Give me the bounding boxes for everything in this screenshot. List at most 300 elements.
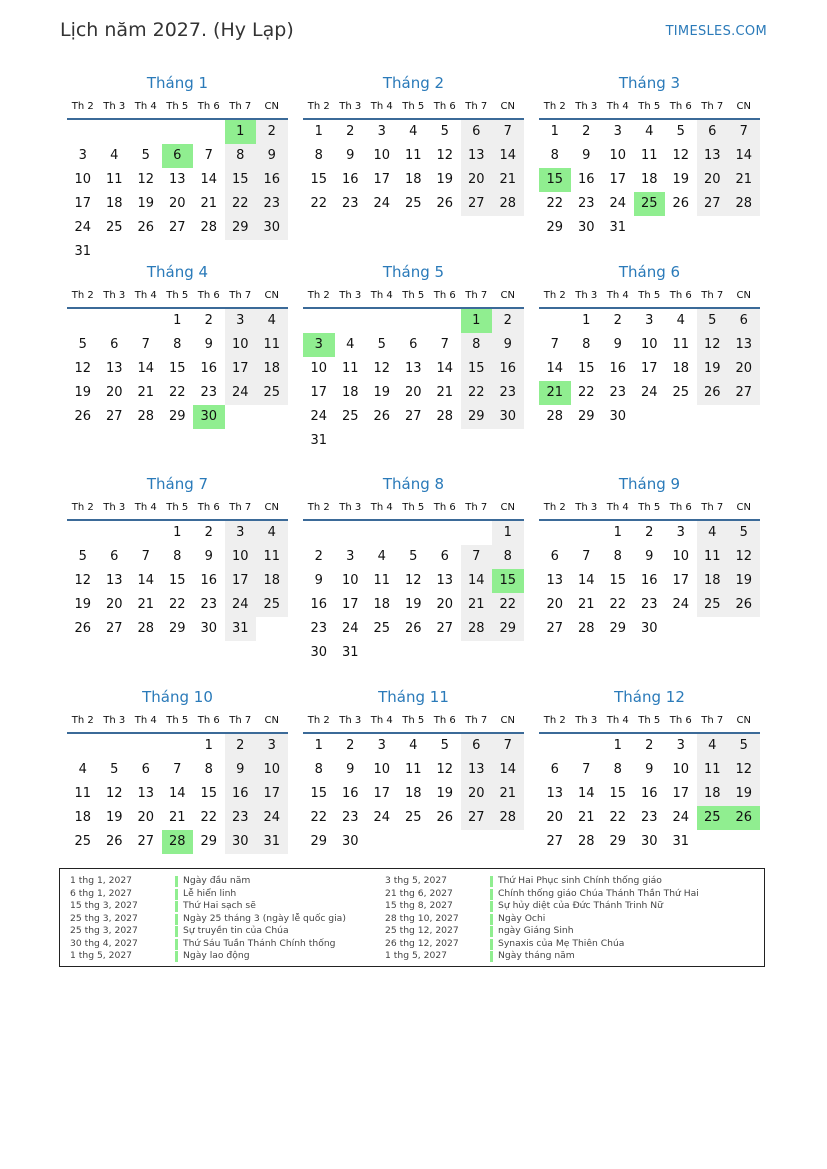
day-cell: 25 xyxy=(697,593,729,617)
day-cell: 1 xyxy=(173,313,182,328)
holiday-name: Sự truyền tin của Chúa xyxy=(183,925,289,936)
day-cell: 15 xyxy=(577,361,595,376)
day-cell: 21 xyxy=(168,810,186,825)
day-cell: 14 xyxy=(577,786,595,801)
holiday-day-cell: 25 xyxy=(634,192,666,216)
empty-day-cell xyxy=(303,309,335,333)
day-cell: 1 xyxy=(204,738,213,753)
day-cell: 4 xyxy=(409,738,418,753)
weekday-label: Th 5 xyxy=(166,502,189,513)
holiday-legend-row xyxy=(70,875,380,888)
day-cell: 1 xyxy=(550,124,559,139)
day-cell: 16 xyxy=(492,357,524,381)
weekday-header xyxy=(303,96,524,120)
day-cell: 2 xyxy=(346,124,355,139)
day-cell: 26 xyxy=(373,409,391,424)
day-cell: 10 xyxy=(672,549,690,564)
day-cell: 2 xyxy=(204,525,213,540)
weekday-label: Th 5 xyxy=(402,715,425,726)
day-cell: 26 xyxy=(436,196,454,211)
day-cell: 19 xyxy=(137,196,155,211)
day-cell: 18 xyxy=(672,361,690,376)
day-cell: 26 xyxy=(105,834,123,849)
holiday-color-marker xyxy=(490,876,493,887)
month-calendar xyxy=(539,261,760,429)
day-cell: 5 xyxy=(78,549,87,564)
weekday-label: Th 6 xyxy=(669,101,692,112)
holiday-name: Ngày lao động xyxy=(183,950,250,961)
day-cell: 15 xyxy=(200,786,218,801)
day-cell: 16 xyxy=(577,172,595,187)
weekday-label: Th 7 xyxy=(229,101,252,112)
day-cell: 21 xyxy=(577,810,595,825)
empty-day-cell xyxy=(571,521,603,545)
day-cell: 16 xyxy=(640,786,658,801)
weekday-label: Th 5 xyxy=(402,290,425,301)
month-calendar xyxy=(67,473,288,641)
day-cell: 30 xyxy=(256,216,288,240)
holiday-date: 28 thg 10, 2027 xyxy=(385,912,459,924)
day-cell: 15 xyxy=(609,573,627,588)
holiday-color-marker xyxy=(490,926,493,937)
day-cell: 10 xyxy=(373,762,391,777)
weekday-label: Th 7 xyxy=(465,101,488,112)
weekday-label: CN xyxy=(264,290,279,301)
weekday-label: Th 2 xyxy=(71,101,94,112)
holiday-day-cell: 28 xyxy=(162,830,194,854)
day-cell: 5 xyxy=(409,549,418,564)
day-cell: 28 xyxy=(577,621,595,636)
day-cell: 17 xyxy=(609,172,627,187)
day-cell: 23 xyxy=(256,192,288,216)
weekday-label: Th 7 xyxy=(701,715,724,726)
empty-day-cell xyxy=(398,309,430,333)
day-cell: 8 xyxy=(314,148,323,163)
weekday-header xyxy=(303,497,524,521)
day-cell: 1 xyxy=(314,738,323,753)
day-cell: 25 xyxy=(74,834,92,849)
day-cell: 13 xyxy=(461,144,493,168)
day-cell: 29 xyxy=(577,409,595,424)
day-cell: 23 xyxy=(341,810,359,825)
weekday-label: Th 2 xyxy=(307,502,330,513)
day-cell: 4 xyxy=(676,313,685,328)
day-cell: 11 xyxy=(341,361,359,376)
holiday-date: 25 thg 3, 2027 xyxy=(70,925,138,936)
holiday-name: Chính thống giáo Chúa Thánh Thần Thứ Hai xyxy=(498,887,699,899)
day-cell: 14 xyxy=(492,144,524,168)
day-cell: 4 xyxy=(697,521,729,545)
day-cell: 23 xyxy=(200,385,218,400)
day-cell: 26 xyxy=(74,409,92,424)
holiday-legend xyxy=(59,868,765,967)
day-cell: 29 xyxy=(492,617,524,641)
day-cell: 22 xyxy=(577,385,595,400)
month-title: Tháng 4 xyxy=(146,263,209,281)
weekday-label: CN xyxy=(264,502,279,513)
day-cell: 26 xyxy=(74,621,92,636)
day-cell: 21 xyxy=(728,168,760,192)
day-cell: 18 xyxy=(256,569,288,593)
holiday-date: 3 thg 5, 2027 xyxy=(385,875,448,886)
day-cell: 4 xyxy=(645,124,654,139)
weekday-header xyxy=(67,285,288,309)
day-cell: 14 xyxy=(436,361,454,376)
weekday-label: Th 3 xyxy=(575,101,598,112)
days-grid xyxy=(303,521,524,665)
weekday-label: Th 4 xyxy=(134,290,157,301)
holiday-day-cell: 25 xyxy=(697,806,729,830)
day-cell: 6 xyxy=(728,309,760,333)
month-title: Tháng 2 xyxy=(382,74,445,92)
weekday-label: Th 2 xyxy=(543,101,566,112)
day-cell: 17 xyxy=(373,172,391,187)
day-cell: 11 xyxy=(697,758,729,782)
day-cell: 7 xyxy=(141,337,150,352)
holiday-legend-row xyxy=(70,950,380,963)
day-cell: 7 xyxy=(582,549,591,564)
day-cell: 3 xyxy=(346,549,355,564)
day-cell: 31 xyxy=(672,834,690,849)
day-cell: 25 xyxy=(672,385,690,400)
day-cell: 18 xyxy=(341,385,359,400)
weekday-label: Th 6 xyxy=(433,502,456,513)
day-cell: 18 xyxy=(105,196,123,211)
day-cell: 7 xyxy=(582,762,591,777)
weekday-label: Th 4 xyxy=(606,290,629,301)
day-cell: 16 xyxy=(341,172,359,187)
empty-day-cell xyxy=(335,309,367,333)
day-cell: 5 xyxy=(676,124,685,139)
day-cell: 22 xyxy=(546,196,564,211)
day-cell: 12 xyxy=(728,758,760,782)
day-cell: 26 xyxy=(436,810,454,825)
day-cell: 11 xyxy=(697,545,729,569)
day-cell: 26 xyxy=(672,196,690,211)
days-grid xyxy=(539,309,760,429)
day-cell: 25 xyxy=(256,381,288,405)
month-title: Tháng 1 xyxy=(146,74,209,92)
day-cell: 21 xyxy=(492,782,524,806)
weekday-label: Th 3 xyxy=(339,502,362,513)
holiday-name: Thứ Sáu Tuần Thánh Chính thống xyxy=(183,937,336,949)
day-cell: 2 xyxy=(204,313,213,328)
month-title: Tháng 5 xyxy=(382,263,445,281)
weekday-header xyxy=(303,285,524,309)
holiday-color-marker xyxy=(175,889,178,900)
day-cell: 6 xyxy=(110,549,119,564)
day-cell: 8 xyxy=(314,762,323,777)
day-cell: 7 xyxy=(492,734,524,758)
weekday-header xyxy=(539,497,760,521)
day-cell: 23 xyxy=(200,597,218,612)
holiday-date: 6 thg 1, 2027 xyxy=(70,887,133,899)
holiday-legend-row xyxy=(385,913,695,926)
day-cell: 10 xyxy=(225,545,257,569)
day-cell: 12 xyxy=(105,786,123,801)
day-cell: 12 xyxy=(373,361,391,376)
day-cell: 29 xyxy=(461,405,493,429)
site-link[interactable]: TIMESLES.COM xyxy=(665,24,767,39)
day-cell: 15 xyxy=(168,573,186,588)
day-cell: 3 xyxy=(78,148,87,163)
weekday-label: Th 7 xyxy=(465,715,488,726)
weekday-label: Th 5 xyxy=(638,715,661,726)
holiday-day-cell: 1 xyxy=(225,120,257,144)
day-cell: 18 xyxy=(373,597,391,612)
empty-day-cell xyxy=(130,309,162,333)
day-cell: 16 xyxy=(225,782,257,806)
day-cell: 28 xyxy=(546,409,564,424)
empty-day-cell xyxy=(461,521,493,545)
day-cell: 17 xyxy=(225,357,257,381)
day-cell: 27 xyxy=(105,621,123,636)
weekday-label: Th 5 xyxy=(402,101,425,112)
day-cell: 15 xyxy=(168,361,186,376)
day-cell: 24 xyxy=(310,409,328,424)
day-cell: 20 xyxy=(105,597,123,612)
empty-day-cell xyxy=(67,120,99,144)
day-cell: 24 xyxy=(341,621,359,636)
day-cell: 14 xyxy=(546,361,564,376)
day-cell: 13 xyxy=(546,786,564,801)
day-cell: 10 xyxy=(672,762,690,777)
holiday-color-marker xyxy=(490,939,493,950)
day-cell: 12 xyxy=(137,172,155,187)
empty-day-cell xyxy=(303,521,335,545)
empty-day-cell xyxy=(67,521,99,545)
days-grid xyxy=(539,120,760,240)
weekday-label: Th 4 xyxy=(134,715,157,726)
holiday-legend-row xyxy=(385,887,699,901)
weekday-label: Th 2 xyxy=(71,290,94,301)
day-cell: 9 xyxy=(204,337,213,352)
holiday-name: ngày Giáng Sinh xyxy=(498,925,574,936)
day-cell: 22 xyxy=(492,593,524,617)
empty-day-cell xyxy=(366,309,398,333)
day-cell: 16 xyxy=(640,573,658,588)
weekday-label: Th 5 xyxy=(166,101,189,112)
weekday-label: CN xyxy=(736,715,751,726)
holiday-date: 30 thg 4, 2027 xyxy=(70,937,138,949)
day-cell: 28 xyxy=(728,192,760,216)
weekday-label: Th 5 xyxy=(638,502,661,513)
day-cell: 5 xyxy=(697,309,729,333)
day-cell: 27 xyxy=(728,381,760,405)
weekday-label: Th 7 xyxy=(701,101,724,112)
weekday-label: CN xyxy=(500,715,515,726)
weekday-header xyxy=(303,710,524,734)
day-cell: 19 xyxy=(436,786,454,801)
day-cell: 13 xyxy=(697,144,729,168)
weekday-label: Th 7 xyxy=(229,502,252,513)
day-cell: 3 xyxy=(676,525,685,540)
day-cell: 16 xyxy=(310,597,328,612)
day-cell: 27 xyxy=(168,220,186,235)
day-cell: 18 xyxy=(404,786,422,801)
day-cell: 31 xyxy=(310,433,328,448)
holiday-date: 1 thg 5, 2027 xyxy=(70,950,133,961)
day-cell: 21 xyxy=(137,385,155,400)
day-cell: 5 xyxy=(440,124,449,139)
day-cell: 7 xyxy=(141,549,150,564)
holiday-color-marker xyxy=(175,914,178,925)
day-cell: 19 xyxy=(436,172,454,187)
holiday-day-cell: 30 xyxy=(193,405,225,429)
weekday-label: Th 2 xyxy=(71,502,94,513)
holiday-legend-left xyxy=(70,875,380,963)
weekday-label: Th 6 xyxy=(433,290,456,301)
day-cell: 21 xyxy=(461,593,493,617)
holiday-name: Thứ Hai sạch sẽ xyxy=(183,900,256,911)
holiday-date: 1 thg 1, 2027 xyxy=(70,875,133,886)
day-cell: 2 xyxy=(225,734,257,758)
day-cell: 5 xyxy=(141,148,150,163)
holiday-legend-row xyxy=(385,950,695,963)
day-cell: 24 xyxy=(74,220,92,235)
days-grid xyxy=(303,734,524,854)
day-cell: 19 xyxy=(728,782,760,806)
day-cell: 9 xyxy=(645,549,654,564)
weekday-label: Th 3 xyxy=(339,101,362,112)
day-cell: 21 xyxy=(577,597,595,612)
day-cell: 2 xyxy=(314,549,323,564)
month-title: Tháng 11 xyxy=(378,688,449,706)
weekday-label: Th 7 xyxy=(465,290,488,301)
day-cell: 5 xyxy=(728,734,760,758)
weekday-label: Th 4 xyxy=(606,101,629,112)
day-cell: 4 xyxy=(110,148,119,163)
empty-day-cell xyxy=(99,734,131,758)
day-cell: 9 xyxy=(645,762,654,777)
day-cell: 12 xyxy=(74,573,92,588)
day-cell: 5 xyxy=(728,521,760,545)
month-title: Tháng 3 xyxy=(618,74,681,92)
empty-day-cell xyxy=(130,734,162,758)
day-cell: 28 xyxy=(461,617,493,641)
weekday-label: Th 7 xyxy=(229,290,252,301)
holiday-legend-row xyxy=(70,888,380,901)
day-cell: 9 xyxy=(256,144,288,168)
day-cell: 17 xyxy=(256,782,288,806)
holiday-color-marker xyxy=(175,901,178,912)
holiday-day-cell: 6 xyxy=(162,144,194,168)
day-cell: 18 xyxy=(404,172,422,187)
weekday-label: CN xyxy=(500,290,515,301)
day-cell: 23 xyxy=(225,806,257,830)
weekday-label: Th 6 xyxy=(433,101,456,112)
day-cell: 12 xyxy=(436,762,454,777)
day-cell: 8 xyxy=(582,337,591,352)
day-cell: 13 xyxy=(137,786,155,801)
weekday-label: Th 3 xyxy=(339,715,362,726)
weekday-label: Th 7 xyxy=(701,502,724,513)
day-cell: 4 xyxy=(256,521,288,545)
weekday-label: CN xyxy=(736,290,751,301)
day-cell: 14 xyxy=(492,758,524,782)
day-cell: 21 xyxy=(436,385,454,400)
weekday-label: Th 4 xyxy=(134,502,157,513)
weekday-label: CN xyxy=(500,502,515,513)
day-cell: 17 xyxy=(310,385,328,400)
day-cell: 12 xyxy=(404,573,422,588)
weekday-label: Th 2 xyxy=(71,715,94,726)
day-cell: 4 xyxy=(409,124,418,139)
day-cell: 7 xyxy=(440,337,449,352)
weekday-label: Th 3 xyxy=(575,290,598,301)
weekday-label: Th 6 xyxy=(197,715,220,726)
empty-day-cell xyxy=(539,521,571,545)
day-cell: 12 xyxy=(74,361,92,376)
weekday-label: Th 3 xyxy=(103,101,126,112)
day-cell: 28 xyxy=(492,806,524,830)
day-cell: 28 xyxy=(577,834,595,849)
day-cell: 22 xyxy=(225,192,257,216)
weekday-label: Th 5 xyxy=(402,502,425,513)
day-cell: 22 xyxy=(168,385,186,400)
day-cell: 10 xyxy=(640,337,658,352)
day-cell: 10 xyxy=(310,361,328,376)
day-cell: 5 xyxy=(78,337,87,352)
day-cell: 23 xyxy=(310,621,328,636)
day-cell: 24 xyxy=(225,381,257,405)
holiday-name: Ngày 25 tháng 3 (ngày lễ quốc gia) xyxy=(183,912,346,924)
day-cell: 23 xyxy=(609,385,627,400)
day-cell: 11 xyxy=(373,573,391,588)
empty-day-cell xyxy=(99,120,131,144)
holiday-legend-row xyxy=(385,925,695,938)
day-cell: 20 xyxy=(137,810,155,825)
day-cell: 17 xyxy=(640,361,658,376)
day-cell: 10 xyxy=(609,148,627,163)
day-cell: 1 xyxy=(613,525,622,540)
day-cell: 28 xyxy=(137,621,155,636)
day-cell: 20 xyxy=(697,168,729,192)
weekday-label: Th 3 xyxy=(575,502,598,513)
day-cell: 31 xyxy=(609,220,627,235)
holiday-day-cell: 15 xyxy=(539,168,571,192)
day-cell: 20 xyxy=(105,385,123,400)
holiday-name: Lễ hiển linh xyxy=(183,887,237,899)
empty-day-cell xyxy=(67,309,99,333)
day-cell: 4 xyxy=(377,549,386,564)
month-title: Tháng 9 xyxy=(618,475,681,493)
holiday-day-cell: 1 xyxy=(461,309,493,333)
empty-day-cell xyxy=(162,120,194,144)
month-calendar xyxy=(539,473,760,641)
day-cell: 16 xyxy=(341,786,359,801)
day-cell: 13 xyxy=(105,573,123,588)
weekday-label: Th 4 xyxy=(370,502,393,513)
holiday-name: Sự hủy diệt của Đức Thánh Trinh Nữ xyxy=(498,900,663,911)
holiday-legend-row xyxy=(70,925,380,938)
day-cell: 7 xyxy=(550,337,559,352)
day-cell: 5 xyxy=(440,738,449,753)
month-title: Tháng 12 xyxy=(614,688,685,706)
day-cell: 8 xyxy=(613,549,622,564)
day-cell: 10 xyxy=(341,573,359,588)
day-cell: 25 xyxy=(105,220,123,235)
day-cell: 22 xyxy=(609,810,627,825)
day-cell: 13 xyxy=(404,361,422,376)
weekday-label: CN xyxy=(264,101,279,112)
day-cell: 6 xyxy=(461,734,493,758)
day-cell: 13 xyxy=(436,573,454,588)
day-cell: 9 xyxy=(346,762,355,777)
day-cell: 3 xyxy=(225,309,257,333)
holiday-date: 1 thg 5, 2027 xyxy=(385,950,448,961)
day-cell: 17 xyxy=(672,786,690,801)
